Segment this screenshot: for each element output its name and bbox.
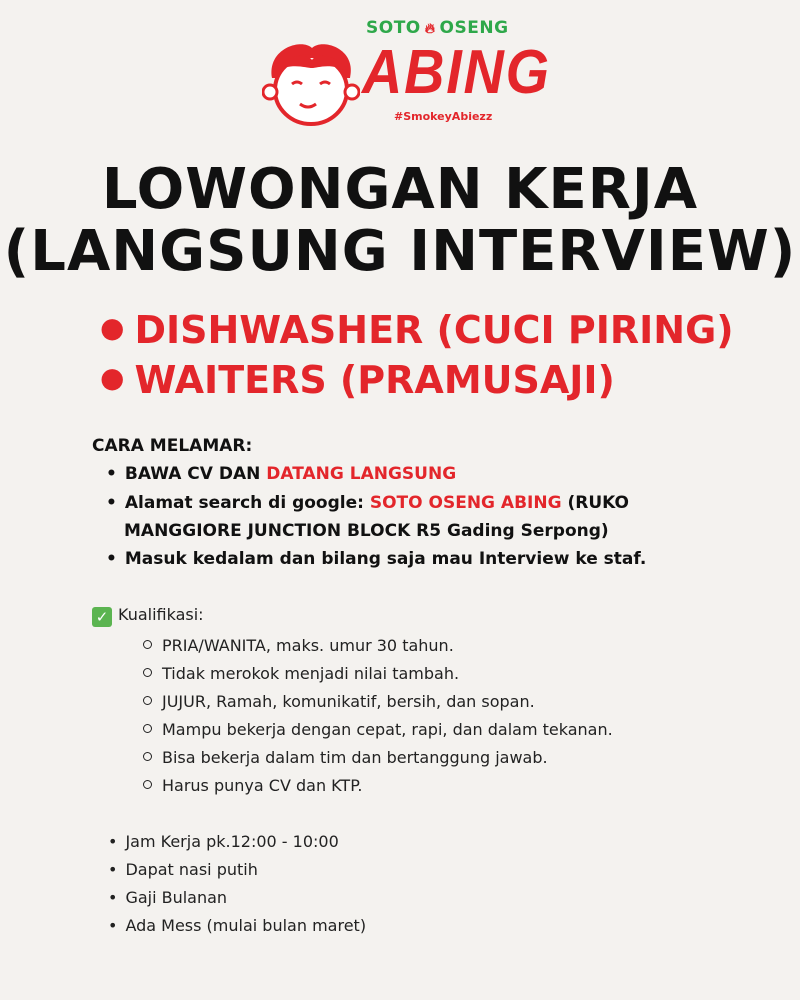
qualification-item: Bisa bekerja dalam tim dan bertanggung jawab.: [143, 747, 548, 769]
benefit-item: • Ada Mess (mulai bulan maret): [108, 916, 367, 935]
apply-item-continued: MANGGIORE JUNCTION BLOCK R5 Gading Serpong): [124, 521, 609, 541]
flame-icon: 🔥︎: [424, 21, 436, 37]
qualification-item: Harus punya CV dan KTP.: [143, 775, 362, 797]
page-title-line2: (LANGSUNG INTERVIEW): [3, 219, 797, 284]
qualification-item: JUJUR, Ramah, komunikatif, bersih, dan sopan.: [143, 691, 535, 713]
apply-item: • BAWA CV DAN DATANG LANGSUNG: [106, 464, 457, 484]
brand-subtitle: SOTO 🔥︎ OSENG: [366, 18, 509, 38]
qualification-item: Tidak merokok menjadi nilai tambah.: [143, 663, 459, 685]
brand-hashtag: #SmokeyAbiezz: [394, 110, 493, 123]
checkmark-icon: ✓: [92, 607, 112, 627]
benefit-item: • Jam Kerja pk.12:00 - 10:00: [108, 832, 339, 851]
job-item: ● DISHWASHER (CUCI PIRING): [100, 308, 734, 352]
qualification-item: Mampu bekerja dengan cepat, rapi, dan dalam tekanan.: [143, 719, 613, 741]
page-title-line1: LOWONGAN KERJA: [101, 157, 699, 222]
benefit-item: • Gaji Bulanan: [108, 888, 228, 907]
job-item: ● WAITERS (PRAMUSAJI): [100, 358, 615, 402]
apply-item: • Masuk kedalam dan bilang saja mau Interview ke staf.: [106, 549, 647, 569]
qualifications-heading: ✓ Kualifikasi:: [92, 604, 204, 627]
brand-name: ABING: [362, 38, 551, 107]
benefit-item: • Dapat nasi putih: [108, 860, 258, 879]
apply-item: • Alamat search di google: SOTO OSENG ABING (RUKO: [106, 493, 630, 513]
qualification-item: PRIA/WANITA, maks. umur 30 tahun.: [143, 635, 454, 657]
apply-heading: CARA MELAMAR:: [92, 436, 253, 456]
brand-logo: [262, 16, 551, 140]
mascot-face-icon: [262, 38, 360, 128]
